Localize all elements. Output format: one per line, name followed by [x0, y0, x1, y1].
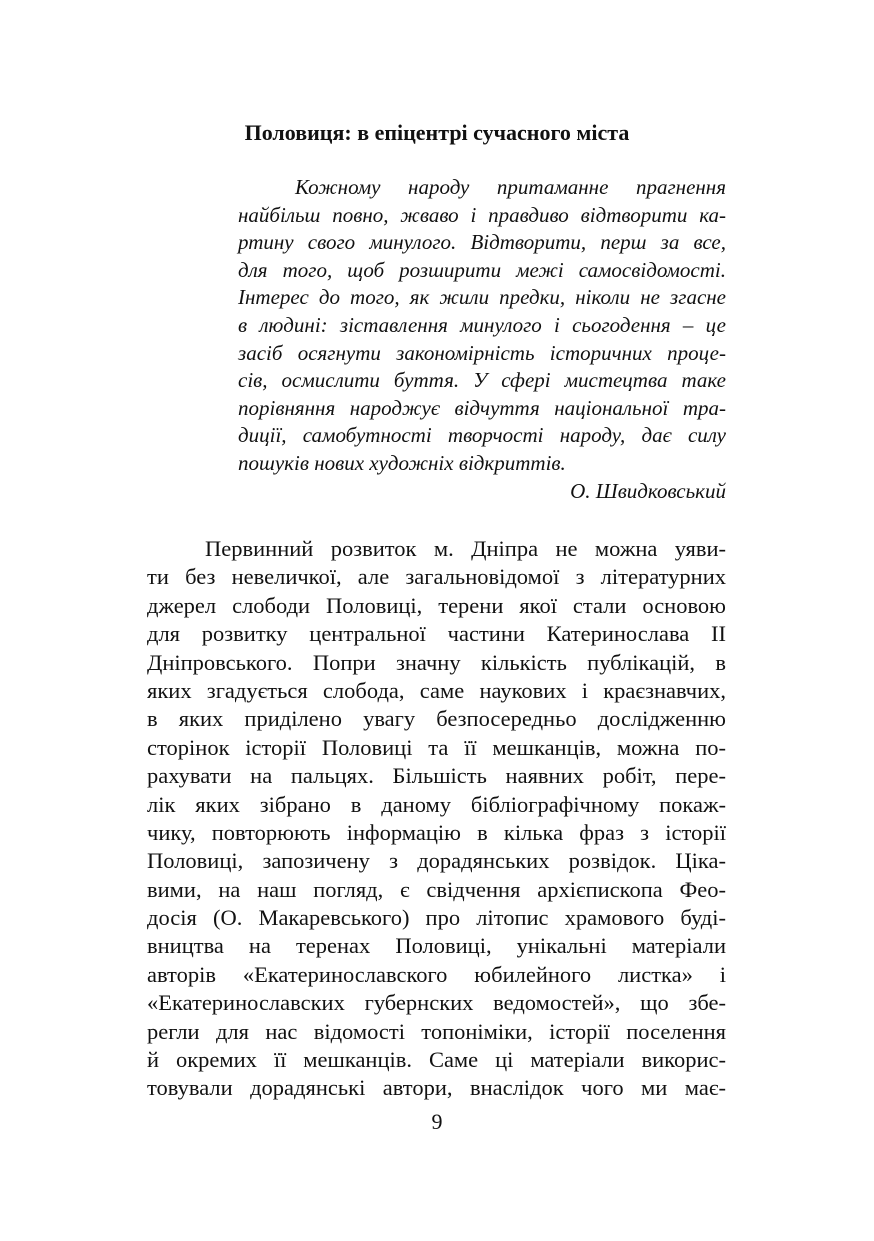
- body-line: рахувати на пальцях. Більшість наявних робіт, пере-: [147, 763, 726, 789]
- epigraph-line: порівняння народжує відчуття національної тра-: [238, 395, 726, 420]
- page-number: 9: [431, 1109, 443, 1134]
- page-title: Половиця: в епіцентрі сучасного міста: [244, 120, 630, 145]
- body-line: ти без невеличкої, але загальновідомої з літературних: [147, 564, 726, 590]
- epigraph-line: диції, самобутності творчості народу, дає силу: [238, 423, 726, 448]
- body-line: авторів «Екатеринославского юбилейного листка» і: [147, 961, 726, 987]
- body-line: Первинний розвиток м. Дніпра не можна уяви-: [205, 536, 726, 561]
- body-line: Половиці, запозичену з дорадянських розвідок. Ціка-: [147, 848, 726, 874]
- body-line: й окремих її мешканців. Саме ці матеріали викорис-: [147, 1047, 726, 1073]
- body-line: яких згадується слобода, саме наукових і краєзнавчих,: [147, 677, 726, 703]
- epigraph-author: О. Швидковський: [570, 478, 726, 503]
- body-line: товували дорадянські автори, внаслідок чого ми має-: [147, 1075, 726, 1101]
- body-line: лік яких зібрано в даному бібліографічному покаж-: [147, 791, 726, 817]
- epigraph-line: в людині: зіставлення минулого і сьогодення – це: [238, 312, 726, 337]
- body-line: «Екатеринославских губернских ведомостей», що збе-: [147, 990, 726, 1016]
- epigraph: [238, 174, 726, 505]
- body-line: в яких приділено увагу безпосередньо дослідженню: [147, 706, 726, 732]
- body-line: досія (О. Макаревського) про літопис храмового буді-: [147, 905, 726, 931]
- epigraph-line: ртину свого минулого. Відтворити, перш за все,: [238, 230, 726, 255]
- body-line: Дніпровського. Попри значну кількість публікацій, в: [147, 649, 726, 675]
- body-line: сторінок історії Половиці та її мешканців, можна по-: [147, 734, 726, 760]
- body-line: вництва на теренах Половиці, унікальні матеріали: [147, 933, 726, 959]
- body-line: вими, на наш погляд, є свідчення архієпископа Фео-: [147, 876, 726, 902]
- body-paragraph: [147, 535, 726, 1103]
- epigraph-line: Кожному народу притаманне прагнення: [295, 175, 726, 199]
- body-line: джерел слободи Половиці, терени якої стали основою: [147, 592, 726, 618]
- epigraph-line: засіб осягнути закономірність історичних проце-: [238, 340, 726, 365]
- body-line: регли для нас відомості топоніміки, історії поселення: [147, 1018, 726, 1044]
- epigraph-line: найбільш повно, жваво і правдиво відтворити ка-: [238, 202, 726, 227]
- epigraph-line: Інтерес до того, як жили предки, ніколи не згасне: [238, 285, 726, 310]
- epigraph-line: пошуків нових художніх відкриттів.: [238, 450, 566, 475]
- body-line: чику, повторюють інформацію в кілька фраз з історії: [147, 819, 726, 845]
- body-line: для розвитку центральної частини Катеринослава ІІ: [147, 621, 726, 647]
- epigraph-line: сів, осмислити буття. У сфері мистецтва таке: [238, 368, 726, 393]
- epigraph-line: для того, щоб розширити межі самосвідомості.: [238, 257, 726, 282]
